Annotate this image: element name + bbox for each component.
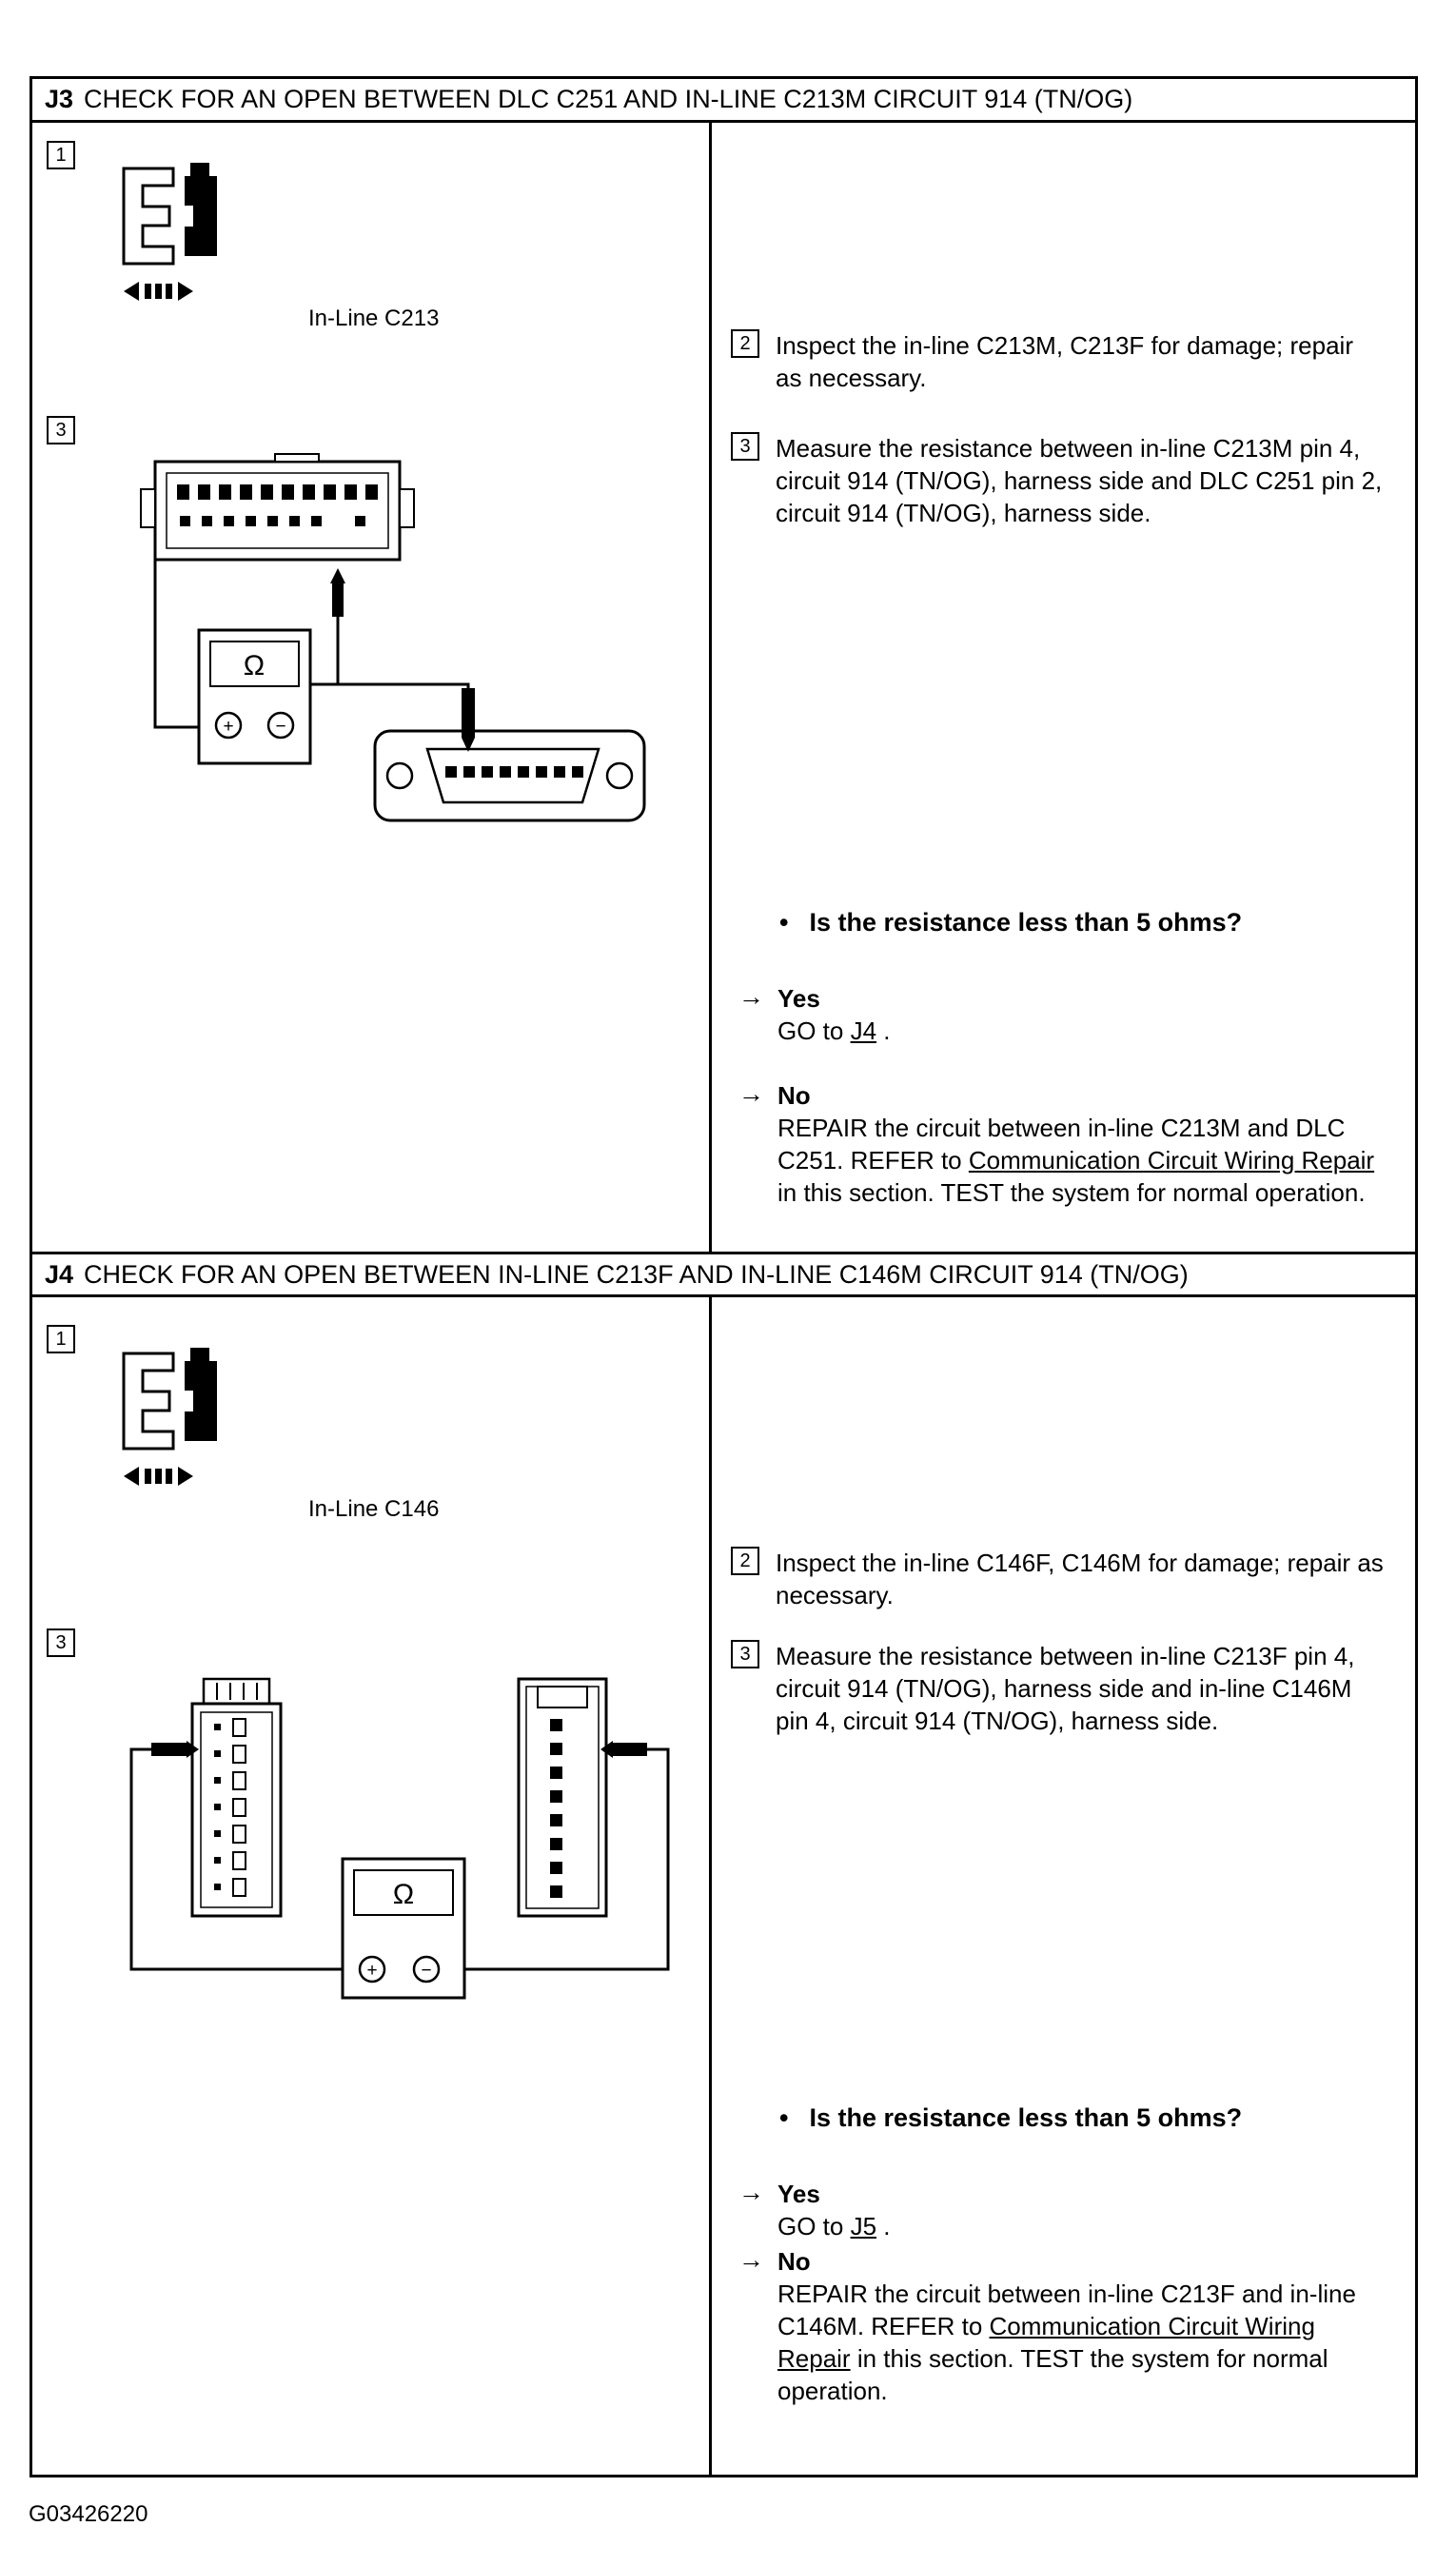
step-number-box: 3: [731, 1640, 759, 1668]
svg-text:+: +: [223, 717, 234, 737]
question-row: [779, 906, 1242, 938]
instructions-column: [712, 1297, 1415, 2475]
section-header-j4: [32, 1252, 1415, 1297]
ohm-symbol: Ω: [392, 1879, 415, 1910]
no-result: [738, 1079, 1400, 1209]
svg-text:−: −: [275, 717, 286, 737]
yes-label: Yes: [777, 2180, 820, 2208]
question-text: Is the resistance less than 5 ohms?: [809, 908, 1243, 937]
section-title: CHECK FOR AN OPEN BETWEEN DLC C251 AND IN-LINE C213M CIRCUIT 914 (TN/OG): [84, 85, 1133, 113]
pinpoint-test-table: [30, 76, 1418, 2477]
multimeter-icon: [343, 1859, 464, 1998]
connector-female-half-icon: [124, 1353, 173, 1449]
no-instruction: REPAIR the circuit between in-line C213F and in-line C146M. REFER to Communication Circuit Wiring Repair in this section. TEST the system for normal operation.: [777, 2280, 1356, 2405]
section-header-j3: [32, 79, 1415, 123]
connector-label: In-Line C146: [308, 1496, 440, 1522]
no-label: No: [777, 2247, 811, 2276]
diagram-step-3-box: 3: [47, 1628, 75, 1657]
diagram-column: [32, 123, 712, 1252]
section-body-j4: [32, 1297, 1415, 2475]
diagram-step-3-box: 3: [47, 416, 75, 444]
no-instruction: REPAIR the circuit between in-line C213M and DLC C251. REFER to Communication Circuit Wiring Repair in this section. TEST the system for normal operation.: [777, 1114, 1375, 1207]
no-label: No: [777, 1081, 811, 1110]
svg-text:+: +: [366, 1961, 378, 1981]
no-result: [738, 2245, 1400, 2407]
disconnect-icon: [124, 1467, 193, 1486]
step-text: Inspect the in-line C146F, C146M for damage; repair as necessary.: [776, 1549, 1384, 1609]
test-probe-icon: [330, 568, 345, 617]
section-id: J4: [45, 1259, 74, 1289]
test-lead-wire: [310, 684, 468, 690]
step-row: [731, 1547, 1387, 1611]
disconnect-icon: [124, 282, 193, 301]
arrow-icon: →: [738, 2245, 764, 2274]
step-row: [731, 432, 1387, 529]
section-body-j3: [32, 123, 1415, 1252]
step-number-box: 2: [731, 1547, 759, 1575]
step-row: [731, 329, 1387, 394]
connector-label: In-Line C213: [308, 306, 440, 331]
instructions-column: [712, 123, 1415, 1252]
question-text: Is the resistance less than 5 ohms?: [809, 2103, 1243, 2132]
link-go-to-j4[interactable]: J4: [850, 1017, 877, 1045]
dlc-connector-c251-icon: [375, 731, 644, 820]
inline-connector-c146m-icon: [519, 1679, 606, 1916]
inline-connector-icon: [97, 1336, 240, 1498]
yes-instruction: GO to J5 .: [777, 2212, 891, 2240]
resistance-test-diagram: [32, 446, 698, 979]
diagram-column: [32, 1297, 712, 2475]
step-number-box: 2: [731, 329, 759, 358]
svg-text:−: −: [421, 1961, 432, 1981]
inline-connector-icon: [97, 151, 240, 313]
question-row: [779, 2102, 1242, 2134]
yes-result: [738, 982, 1400, 1047]
yes-result: [738, 2178, 1400, 2242]
step-text: Measure the resistance between in-line C213F pin 4, circuit 914 (TN/OG), harness side and in-line C146M pin 4, circuit 914 (TN/OG), harness side.: [776, 1642, 1355, 1735]
diagram-step-1-box: 1: [47, 141, 75, 169]
multimeter-icon: [199, 630, 310, 763]
arrow-icon: →: [738, 982, 764, 1011]
step-number-box: 3: [731, 432, 759, 461]
diagram-step-1-box: 1: [47, 1325, 75, 1353]
section-title: CHECK FOR AN OPEN BETWEEN IN-LINE C213F AND IN-LINE C146M CIRCUIT 914 (TN/OG): [84, 1259, 1189, 1289]
section-id: J3: [45, 85, 74, 113]
figure-code: G03426220: [29, 2501, 148, 2527]
link-communication-circuit-wiring-repair[interactable]: Communication Circuit Wiring Repair: [777, 2312, 1315, 2373]
link-communication-circuit-wiring-repair[interactable]: Communication Circuit Wiring Repair: [968, 1146, 1375, 1174]
connector-female-half-icon: [124, 168, 173, 264]
link-go-to-j5[interactable]: J5: [850, 2212, 877, 2240]
step-text: Measure the resistance between in-line C213M pin 4, circuit 914 (TN/OG), harness side and DLC C251 pin 2, circuit 914 (TN/OG), harness side.: [776, 434, 1383, 527]
step-text: Inspect the in-line C213M, C213F for damage; repair as necessary.: [776, 331, 1353, 392]
arrow-icon: →: [738, 2178, 764, 2206]
ohm-symbol: Ω: [243, 650, 266, 681]
resistance-test-diagram: [32, 1664, 698, 2111]
inline-connector-c213f-icon: [192, 1679, 281, 1916]
bullet: •: [779, 2103, 789, 2132]
inline-connector-c213m-icon: [141, 454, 414, 560]
yes-label: Yes: [777, 984, 820, 1013]
bullet: •: [779, 908, 789, 937]
yes-instruction: GO to J4 .: [777, 1017, 891, 1045]
arrow-icon: →: [738, 1079, 764, 1108]
step-row: [731, 1640, 1387, 1737]
